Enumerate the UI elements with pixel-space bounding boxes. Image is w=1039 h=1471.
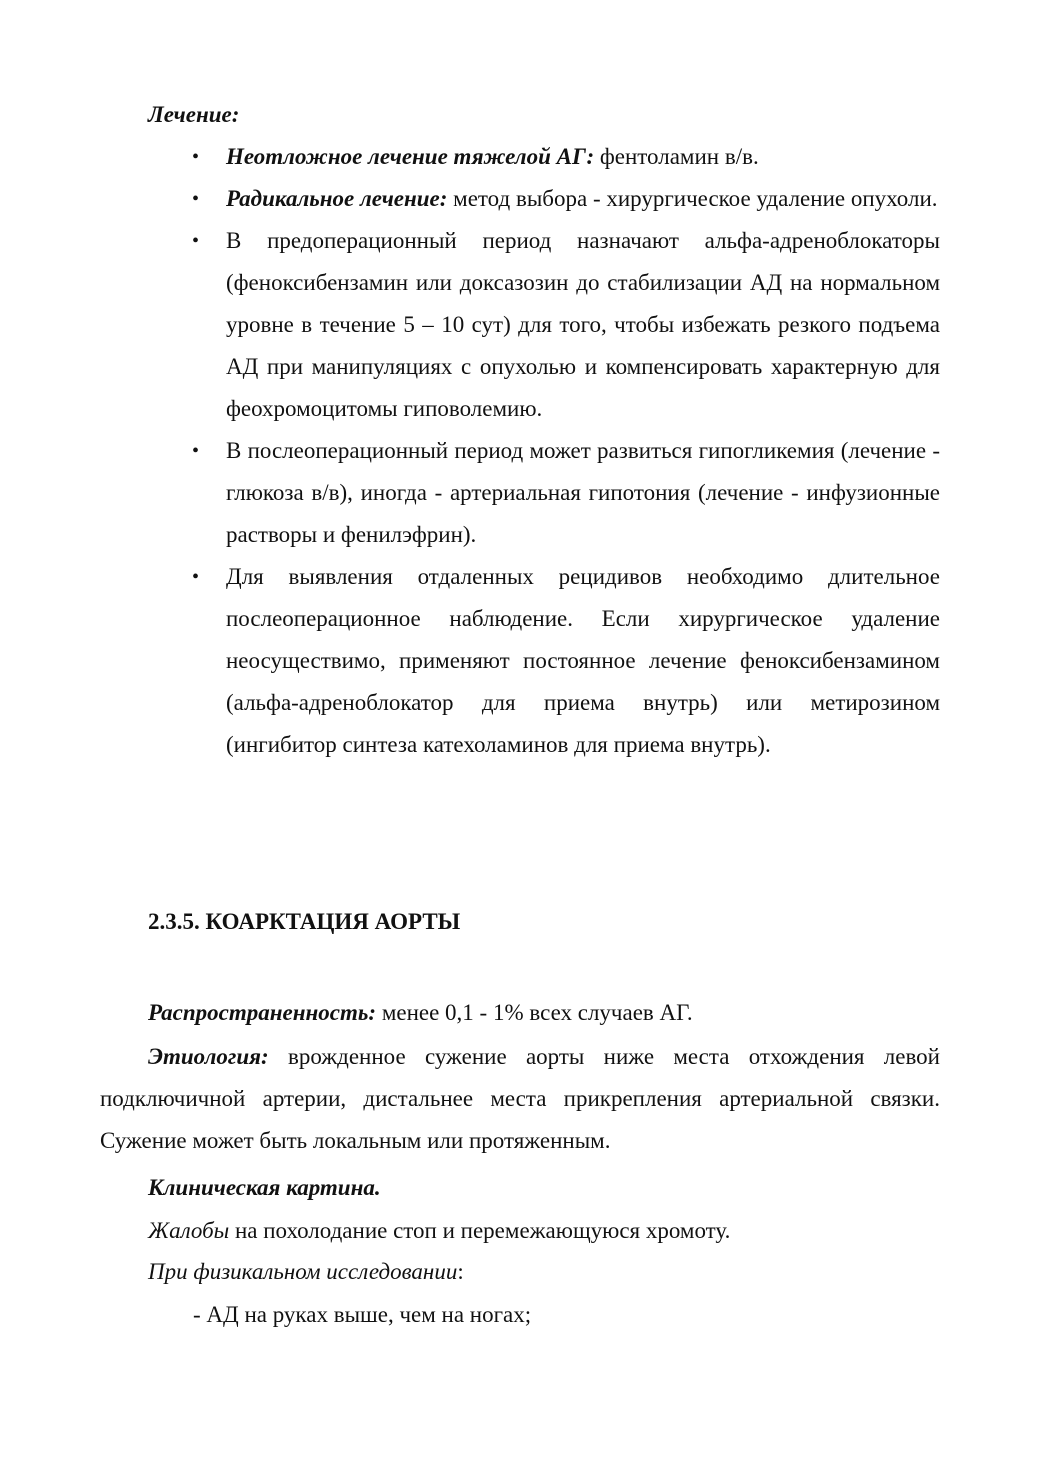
section-heading: 2.3.5. КОАРКТАЦИЯ АОРТЫ xyxy=(148,909,461,934)
physical-exam-paragraph xyxy=(148,1251,464,1293)
complaints-label: Жалобы xyxy=(148,1218,230,1243)
prevalence-label: Распространенность: xyxy=(148,1000,377,1025)
physical-exam-colon: : xyxy=(457,1259,464,1284)
list-item-text: метод выбора - хирургическое удаление опухоли. xyxy=(447,186,938,211)
etiology-paragraph xyxy=(100,1036,940,1162)
list-item-label: Радикальное лечение: xyxy=(226,186,448,211)
complaints-text: на похолодание стоп и перемежающуюся хромоту. xyxy=(229,1218,731,1243)
clinical-heading: Клиническая картина. xyxy=(148,1175,381,1200)
etiology-text: врожденное сужение аорты ниже места отхождения левой подключичной артерии, дистальнее места прикрепления артериальной связки. Сужение может быть локальным или протяженным. xyxy=(100,1044,940,1153)
list-item-text: фентоламин в/в. xyxy=(594,144,759,169)
prevalence-text: менее 0,1 - 1% всех случаев АГ. xyxy=(376,1000,693,1025)
list-item-text: Для выявления отдаленных рецидивов необходимо длительное послеоперационное наблюдение. Если хирургическое удаление неосуществимо, применяют постоянное лечение феноксибензамином (альфа-адреноблокатор для приема внутрь) или метирозином (ингибитор синтеза катехоламинов для приема внутрь). xyxy=(226,564,940,757)
prevalence-paragraph xyxy=(148,992,693,1034)
list-item xyxy=(226,136,940,178)
list-item-text: В предоперационный период назначают альфа-адреноблокаторы (феноксибензамин или доксазозин до стабилизации АД на нормальном уровне в течение 5 – 10 сут) для того, чтобы избежать резкого подъема АД при манипуляциях с опухолью и компенсировать характерную для феохромоцитомы гиповолемию. xyxy=(226,228,940,421)
treatment-heading: Лечение: xyxy=(148,102,240,127)
list-item-text: В послеоперационный период может развиться гипогликемия (лечение - глюкоза в/в), иногда - артериальная гипотония (лечение - инфузионные растворы и фенилэфрин). xyxy=(226,438,940,547)
physical-exam-label: При физикальном исследовании xyxy=(148,1259,458,1284)
list-item-label: Неотложное лечение тяжелой АГ: xyxy=(226,144,595,169)
list-item xyxy=(226,556,940,766)
list-item xyxy=(226,430,940,556)
dash-list-item: - АД на руках выше, чем на ногах; xyxy=(193,1302,532,1327)
list-item xyxy=(226,178,940,220)
complaints-paragraph xyxy=(148,1210,730,1252)
treatment-list xyxy=(0,136,1039,766)
list-item xyxy=(226,220,940,430)
etiology-label: Этиология: xyxy=(148,1044,269,1069)
